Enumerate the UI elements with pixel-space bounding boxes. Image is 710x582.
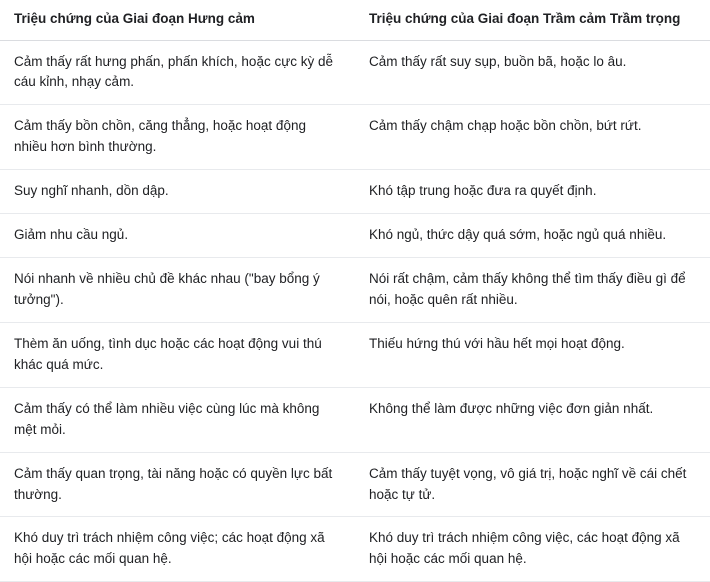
- column-header-depression: Triệu chứng của Giai đoạn Trầm cảm Trầm trọng: [355, 0, 710, 40]
- table-row: [0, 170, 710, 214]
- cell-depression-symptom: Thiếu hứng thú với hầu hết mọi hoạt động.: [355, 322, 710, 387]
- table-header-row: [0, 0, 710, 40]
- table-row: [0, 452, 710, 517]
- cell-depression-symptom: Cảm thấy rất suy sụp, buồn bã, hoặc lo âu.: [355, 40, 710, 105]
- cell-mania-symptom: Cảm thấy quan trọng, tài năng hoặc có quyền lực bất thường.: [0, 452, 355, 517]
- table-row: [0, 387, 710, 452]
- cell-depression-symptom: Khó tập trung hoặc đưa ra quyết định.: [355, 170, 710, 214]
- cell-mania-symptom: Thèm ăn uống, tình dục hoặc các hoạt động vui thú khác quá mức.: [0, 322, 355, 387]
- table-row: [0, 105, 710, 170]
- cell-depression-symptom: Khó ngủ, thức dậy quá sớm, hoặc ngủ quá nhiều.: [355, 214, 710, 258]
- cell-mania-symptom: Giảm nhu cầu ngủ.: [0, 214, 355, 258]
- table-row: [0, 258, 710, 323]
- cell-depression-symptom: Nói rất chậm, cảm thấy không thể tìm thấy điều gì để nói, hoặc quên rất nhiều.: [355, 258, 710, 323]
- cell-depression-symptom: Không thể làm được những việc đơn giản nhất.: [355, 387, 710, 452]
- cell-mania-symptom: Cảm thấy rất hưng phấn, phấn khích, hoặc cực kỳ dễ cáu kỉnh, nhạy cảm.: [0, 40, 355, 105]
- column-header-mania: Triệu chứng của Giai đoạn Hưng cảm: [0, 0, 355, 40]
- table-row: [0, 322, 710, 387]
- cell-depression-symptom: Cảm thấy tuyệt vọng, vô giá trị, hoặc nghĩ về cái chết hoặc tự tử.: [355, 452, 710, 517]
- cell-mania-symptom: Nói nhanh về nhiều chủ đề khác nhau ("bay bổng ý tưởng").: [0, 258, 355, 323]
- cell-depression-symptom: Cảm thấy chậm chạp hoặc bồn chồn, bứt rứt.: [355, 105, 710, 170]
- table-header: [0, 0, 710, 40]
- table-row: [0, 40, 710, 105]
- table-row: [0, 214, 710, 258]
- cell-mania-symptom: Suy nghĩ nhanh, dồn dập.: [0, 170, 355, 214]
- cell-depression-symptom: Khó duy trì trách nhiệm công việc, các hoạt động xã hội hoặc các mối quan hệ.: [355, 517, 710, 582]
- cell-mania-symptom: Cảm thấy có thể làm nhiều việc cùng lúc mà không mệt mỏi.: [0, 387, 355, 452]
- table-row: [0, 517, 710, 582]
- cell-mania-symptom: Khó duy trì trách nhiệm công việc; các hoạt động xã hội hoặc các mối quan hệ.: [0, 517, 355, 582]
- cell-mania-symptom: Cảm thấy bồn chồn, căng thẳng, hoặc hoạt động nhiều hơn bình thường.: [0, 105, 355, 170]
